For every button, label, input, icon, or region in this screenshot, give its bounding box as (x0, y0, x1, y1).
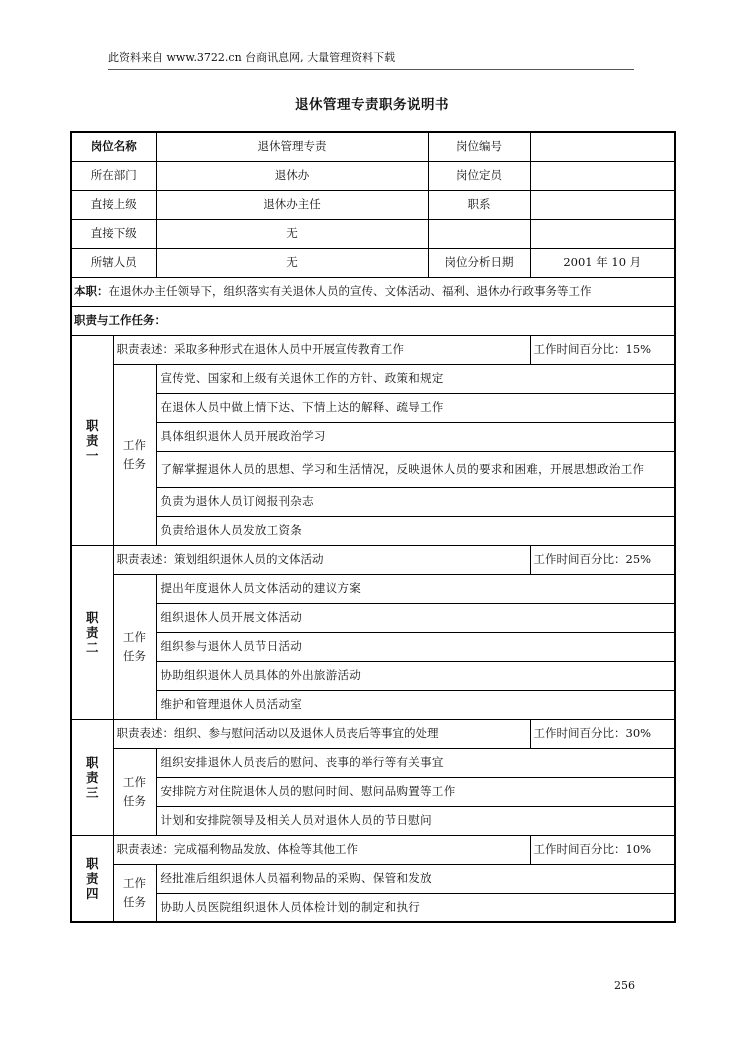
main-duty-cell (71, 277, 675, 306)
main-duty-label: 本职： (74, 284, 109, 298)
task-row (71, 516, 675, 545)
duty-3-time: 工作时间百分比：30% (530, 719, 675, 748)
section-heading-row (71, 306, 675, 335)
work-task-label: 工作 任务 (113, 864, 156, 922)
work-task-label: 工作 任务 (113, 364, 156, 545)
label-subordinate: 直接下级 (71, 219, 156, 248)
page-number: 256 (614, 979, 635, 992)
value-subordinate: 无 (156, 219, 428, 248)
duty-4-label: 职 责 四 (71, 835, 113, 922)
main-duty-row (71, 277, 675, 306)
label-position-name: 岗位名称 (71, 132, 156, 161)
task-item: 协助组织退休人员具体的外出旅游活动 (156, 661, 675, 690)
task-item: 协助人员医院组织退休人员体检计划的制定和执行 (156, 893, 675, 922)
task-row (71, 748, 675, 777)
task-item: 维护和管理退休人员活动室 (156, 690, 675, 719)
task-row (71, 603, 675, 632)
task-item: 经批准后组织退休人员福利物品的采购、保管和发放 (156, 864, 675, 893)
label-staff: 所辖人员 (71, 248, 156, 277)
value-position-name: 退休管理专责 (156, 132, 428, 161)
task-item: 安排院方对住院退休人员的慰问时间、慰问品购置等工作 (156, 777, 675, 806)
empty-cell (428, 219, 530, 248)
value-job-family (530, 190, 675, 219)
task-item: 了解掌握退休人员的思想、学习和生活情况，反映退休人员的要求和困难，开展思想政治工作 (156, 451, 675, 487)
duty-3-statement: 职责表述：组织、参与慰问活动以及退休人员丧后等事宜的处理 (113, 719, 530, 748)
task-item: 负责为退休人员订阅报刊杂志 (156, 487, 675, 516)
info-row-position-name (71, 132, 675, 161)
job-description-table (70, 131, 676, 923)
value-headcount (530, 161, 675, 190)
task-item: 负责给退休人员发放工资条 (156, 516, 675, 545)
header-divider (108, 69, 634, 70)
label-position-code: 岗位编号 (428, 132, 530, 161)
duty-statement-row (71, 835, 675, 864)
duty-1-label: 职 责 一 (71, 335, 113, 545)
task-row (71, 806, 675, 835)
duty-1-time: 工作时间百分比：15% (530, 335, 675, 364)
work-task-label: 工作 任务 (113, 748, 156, 835)
label-superior: 直接上级 (71, 190, 156, 219)
task-row (71, 661, 675, 690)
task-row (71, 690, 675, 719)
value-superior: 退休办主任 (156, 190, 428, 219)
source-header: 此资料来自 www.3722.cn 台商讯息网, 大量管理资料下载 (108, 51, 396, 64)
task-item: 组织退休人员开展文体活动 (156, 603, 675, 632)
document-title: 退休管理专责职务说明书 (295, 97, 449, 113)
value-staff: 无 (156, 248, 428, 277)
label-analysis-date: 岗位分析日期 (428, 248, 530, 277)
task-row (71, 422, 675, 451)
task-item: 组织参与退休人员节日活动 (156, 632, 675, 661)
value-department: 退休办 (156, 161, 428, 190)
task-row (71, 893, 675, 922)
duty-2-label: 职 责 二 (71, 545, 113, 719)
task-item: 具体组织退休人员开展政治学习 (156, 422, 675, 451)
label-headcount: 岗位定员 (428, 161, 530, 190)
task-row (71, 487, 675, 516)
task-item: 宣传党、国家和上级有关退休工作的方针、政策和规定 (156, 364, 675, 393)
empty-cell (530, 219, 675, 248)
duty-4-statement: 职责表述：完成福利物品发放、体检等其他工作 (113, 835, 530, 864)
label-department: 所在部门 (71, 161, 156, 190)
info-row-staff (71, 248, 675, 277)
task-row (71, 364, 675, 393)
duty-2-time: 工作时间百分比：25% (530, 545, 675, 574)
info-row-department (71, 161, 675, 190)
info-row-superior (71, 190, 675, 219)
task-item: 计划和安排院领导及相关人员对退休人员的节日慰问 (156, 806, 675, 835)
duty-statement-row (71, 719, 675, 748)
task-item: 提出年度退休人员文体活动的建议方案 (156, 574, 675, 603)
task-row (71, 393, 675, 422)
task-row (71, 632, 675, 661)
duty-1-statement: 职责表述：采取多种形式在退休人员中开展宣传教育工作 (113, 335, 530, 364)
task-row (71, 777, 675, 806)
duty-4-time: 工作时间百分比：10% (530, 835, 675, 864)
task-row (71, 864, 675, 893)
duty-2-statement: 职责表述：策划组织退休人员的文体活动 (113, 545, 530, 574)
info-row-subordinate (71, 219, 675, 248)
work-task-label: 工作 任务 (113, 574, 156, 719)
label-job-family: 职系 (428, 190, 530, 219)
value-position-code (530, 132, 675, 161)
duty-statement-row (71, 335, 675, 364)
duty-3-label: 职 责 三 (71, 719, 113, 835)
task-item: 在退休人员中做上情下达、下情上达的解释、疏导工作 (156, 393, 675, 422)
task-row (71, 451, 675, 487)
task-row (71, 574, 675, 603)
value-analysis-date: 2001 年 10 月 (530, 248, 675, 277)
task-item: 组织安排退休人员丧后的慰问、丧事的举行等有关事宜 (156, 748, 675, 777)
main-duty-text: 在退休办主任领导下，组织落实有关退休人员的宣传、文体活动、福利、退休办行政事务等工作 (108, 284, 592, 298)
section-heading: 职责与工作任务： (71, 306, 675, 335)
duty-statement-row (71, 545, 675, 574)
